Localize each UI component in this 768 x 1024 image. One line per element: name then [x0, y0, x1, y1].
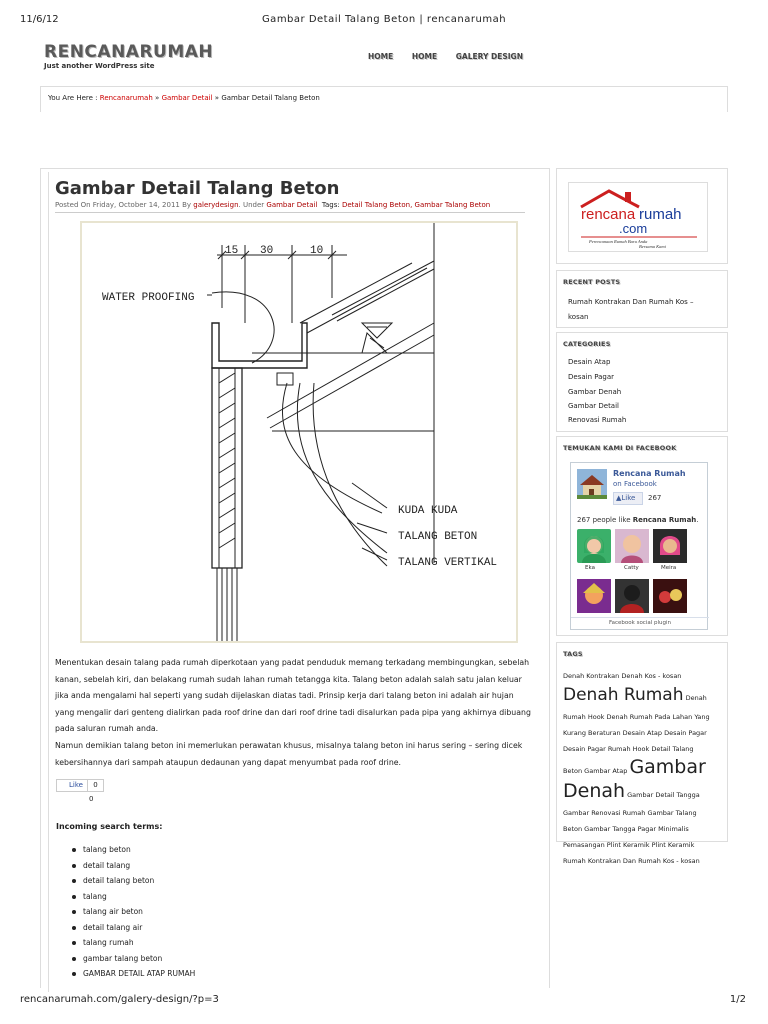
talang-beton-drawing [80, 221, 518, 643]
tag-cloud [563, 668, 723, 869]
fan-avatar[interactable] [577, 579, 611, 613]
divider [55, 212, 525, 213]
tag-item[interactable]: Beton Gambar Atap [563, 767, 628, 775]
house-photo-icon [577, 469, 607, 499]
tag-denah-big[interactable]: Denah [563, 780, 626, 802]
breadcrumb-current: Gambar Detail Talang Beton [221, 94, 320, 102]
list-item: detail talang beton [72, 876, 195, 892]
list-item: talang [72, 892, 195, 908]
fb-like-label: Like [621, 494, 636, 502]
tag-denah-rumah[interactable]: Denah Rumah [563, 685, 684, 705]
recent-post-link[interactable]: kosan [568, 313, 589, 321]
fb-on-facebook[interactable]: on Facebook [613, 480, 657, 488]
list-item: talang beton [72, 845, 195, 861]
category-link[interactable]: Desain Pagar [568, 373, 615, 381]
roof-drain [277, 373, 293, 385]
search-terms-list [72, 845, 195, 985]
pipe-curve [297, 383, 387, 553]
post-paragraph-1: Menentukan desain talang pada rumah diperkotaan yang padat penduduk memang terkadang membingungkan, sebelah kanan, sebelah kiri, dan belakang rumah sudah lahan rumah tetangga kita. Talang beton adalah salah satu jalan keluar jika anda mengalami hal seperti yang sudah dijelaskan diatas tadi. Prinsip kerja dari talang beton ini adalah air hujan yang mengalir dari genteng dialirkan pada roof drine dan dari roof drine tadi disalurkan pada pipa yang akhirnya dibuang pada saluran rumah anda. [55, 658, 531, 733]
tag-line[interactable]: Pemasangan Plint Keramik Plint Keramik [563, 841, 695, 849]
like-button[interactable] [56, 779, 104, 792]
fan-avatar[interactable] [615, 579, 649, 613]
fan-avatar-eka[interactable] [577, 529, 611, 563]
tag-item[interactable]: Gambar Detail Tangga [627, 791, 700, 799]
post-meta-tags-label: Tags: [321, 201, 340, 209]
nav-home[interactable]: HOME [368, 52, 394, 61]
fb-people-like-name[interactable]: Rencana Rumah [632, 516, 697, 524]
breadcrumb-prefix: You Are Here : [48, 94, 98, 102]
like-box-count: 0 [87, 780, 103, 791]
label-waterproofing: WATER PROOFING [102, 292, 195, 304]
fb-social-plugin[interactable]: Facebook social plugin [571, 617, 709, 626]
print-url: rencanarumah.com/galery-design/?p=3 [20, 994, 219, 1005]
post-tags-links[interactable]: Detail Talang Beton, Gambar Talang Beton [341, 201, 491, 209]
nav-galery-design[interactable]: GALERY DESIGN [455, 52, 523, 61]
label-kuda-kuda: KUDA KUDA [398, 505, 458, 517]
tag-line[interactable]: Kurang Beraturan Desain Atap Desain Pagar [563, 729, 707, 737]
post-category-link[interactable]: Gambar Detail [266, 201, 318, 209]
like-count: 0 [89, 795, 94, 803]
print-date: 11/6/12 [20, 14, 59, 25]
dim-label-2: 30 [260, 245, 274, 257]
categories-heading: CATEGORIES [563, 340, 611, 348]
tag-line[interactable]: Beton Gambar Tangga Pagar Minimalis [563, 825, 689, 833]
tag-gambar[interactable]: Gambar [629, 756, 706, 778]
list-item: talang rumah [72, 938, 195, 954]
like-label: Like [69, 781, 83, 789]
leader-line [352, 483, 387, 508]
fan-name: Meira [661, 565, 677, 571]
house-logo-icon [569, 183, 709, 253]
post-author-link[interactable]: galerydesign [193, 201, 239, 209]
drawing-svg [82, 223, 516, 641]
roof-line [300, 263, 412, 323]
pipe-curve [313, 383, 387, 566]
post-meta [55, 201, 490, 209]
post-meta-posted: Posted On Friday, October 14, 2011 By [55, 201, 192, 209]
gutter-outline [212, 323, 307, 368]
logo-word-rumah: rumah [639, 206, 682, 223]
fb-people-like [577, 516, 699, 524]
fb-page-name[interactable]: Rencana Rumah [613, 469, 686, 478]
logo-word-rencana: rencana [581, 206, 636, 223]
breadcrumb-sep: » [155, 94, 160, 102]
waterproofing-arc [212, 292, 274, 363]
print-page-number: 1/2 [729, 994, 746, 1005]
breadcrumb-home-link[interactable]: Rencanarumah [99, 94, 153, 102]
search-terms-heading: Incoming search terms: [56, 822, 163, 831]
post-meta-under: . Under [238, 201, 265, 209]
list-item: detail talang [72, 861, 195, 877]
facebook-heading: TEMUKAN KAMI DI FACEBOOK [563, 444, 677, 452]
dim-label-3: 10 [310, 245, 324, 257]
fan-name: Catty [624, 565, 639, 571]
roof-line [270, 335, 434, 428]
fb-people-like-text: 267 people like [577, 516, 631, 524]
tag-line[interactable]: Rumah Kontrakan Dan Rumah Kos - kosan [563, 857, 700, 865]
tag-line[interactable]: Rumah Hook Denah Rumah Pada Lahan Yang [563, 713, 710, 721]
breadcrumb-category-link[interactable]: Gambar Detail [161, 94, 213, 102]
roof-line [332, 261, 434, 315]
tags-heading: TAGS [563, 650, 583, 658]
list-item: talang air beton [72, 907, 195, 923]
fb-like-button[interactable] [613, 492, 643, 505]
list-item: detail talang air [72, 923, 195, 939]
thumbs-up-icon: ▲ [616, 494, 622, 502]
site-logo[interactable]: RENCANARUMAH [44, 42, 214, 62]
tag-line [563, 781, 723, 805]
recent-post-link[interactable]: Rumah Kontrakan Dan Rumah Kos – [568, 298, 694, 306]
facebook-like-box [570, 462, 708, 630]
post-paragraph-2: Namun demikian talang beton ini memerlukan perawatan khusus, misalnya talang beton ini harus sering – sering dicek kebersihannya dari sampah ataupun dedaunan yang dapat menyumbat pada roof drine. [55, 741, 523, 767]
list-item: gambar talang beton [72, 954, 195, 970]
tag-line[interactable]: Gambar Renovasi Rumah Gambar Talang [563, 809, 697, 817]
tag-line[interactable]: Denah Kontrakan Denah Kos - kosan [563, 672, 682, 680]
fb-like-count: 267 [648, 494, 662, 502]
breadcrumb [48, 94, 320, 102]
breadcrumb-sep: » [214, 94, 220, 102]
category-link[interactable]: Desain Atap [568, 358, 611, 366]
fb-people-like-period: . [696, 516, 699, 524]
fb-page-avatar[interactable] [577, 469, 607, 499]
top-nav [368, 52, 539, 61]
fan-name: Eka [585, 565, 595, 571]
fan-avatar-meira[interactable] [653, 529, 687, 563]
label-talang-beton: TALANG BETON [398, 531, 478, 543]
tag-line [563, 684, 723, 709]
logo-word-com: .com [619, 221, 648, 236]
tag-denah[interactable]: Denah [685, 694, 707, 702]
roof-line [267, 323, 434, 418]
category-link[interactable]: Gambar Denah [568, 388, 622, 396]
tag-line [563, 757, 723, 781]
post-title[interactable]: Gambar Detail Talang Beton [55, 178, 340, 199]
logo-slogan-1: Perencanaan Rumah Baru Anda [589, 239, 648, 244]
recent-posts-heading: RECENT POSTS [563, 278, 621, 286]
tag-line[interactable]: Desain Pagar Rumah Hook Detail Talang [563, 745, 694, 753]
sidebar-logo-card[interactable] [568, 182, 708, 252]
list-item: GAMBAR DETAIL ATAP RUMAH [72, 969, 195, 985]
print-title: Gambar Detail Talang Beton | rencanarumah [261, 14, 507, 25]
logo-slogan-2: Bersama Kami [639, 244, 666, 249]
dim-label-1: 15 [225, 245, 239, 257]
fan-avatar[interactable] [653, 579, 687, 613]
site-tagline: Just another WordPress site [44, 62, 155, 70]
nav-home-2[interactable]: HOME [411, 52, 438, 61]
category-link[interactable]: Gambar Detail [568, 402, 619, 410]
label-talang-vertikal: TALANG VERTIKAL [398, 557, 498, 569]
category-link[interactable]: Renovasi Rumah [568, 416, 627, 424]
fan-avatar-catty[interactable] [615, 529, 649, 563]
